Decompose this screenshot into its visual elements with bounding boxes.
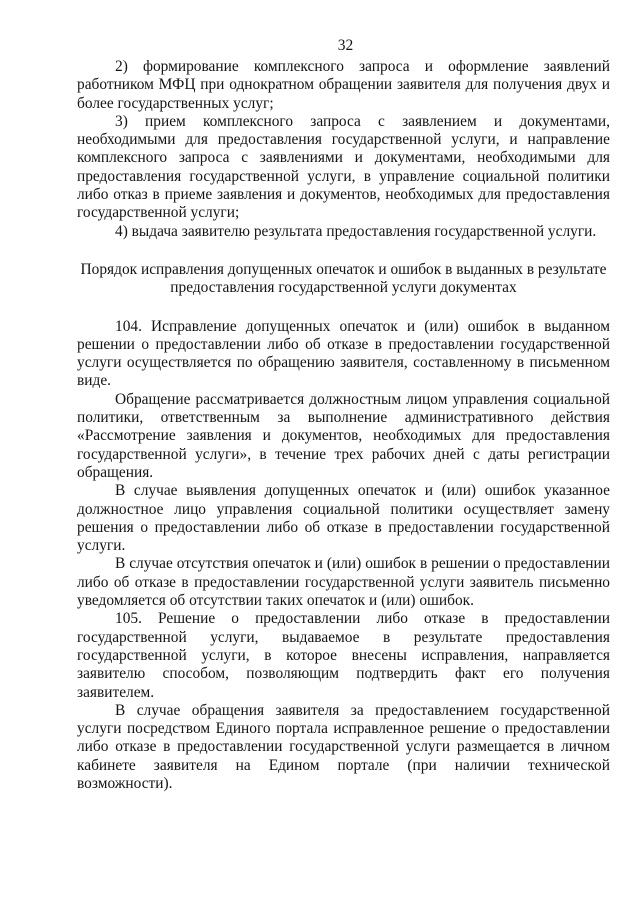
paragraph-notification: В случае отсутствия опечаток и (или) ошибок в решении о предоставлении либо об отказе в предоставлении государственной услуги заявитель письменно уведомляется об отсутствии таких опечаток и (или) ошибок.: [77, 555, 610, 610]
paragraph-105: 105. Решение о предоставлении либо отказе в предоставлении государственной услуги, выдаваемое в результате предоставления государственной услуги, в которое внесены исправления, направляется заявителю способом, позволяющим подтвердить факт его получения заявителем.: [77, 610, 610, 701]
list-item-2: 2) формирование комплексного запроса и оформление заявлений работником МФЦ при однократном обращении заявителя для получения двух и более государственных услуг;: [77, 58, 610, 112]
section-title: Порядок исправления допущенных опечаток и ошибок в выданных в результате предоставления государственной услуги документах: [80, 260, 607, 297]
list-item-4: 4) выдача заявителю результата предоставления государственной услуги.: [115, 222, 597, 240]
paragraph-review: Обращение рассматривается должностным лицом управления социальной политики, ответственным за выполнение административного действия «Рассмотрение заявления и документов, необходимых для предоставления государственной услуги», в течение трех рабочих дней с даты регистрации обращения.: [77, 390, 610, 481]
paragraph-portal: В случае обращения заявителя за предоставлением государственной услуги посредством Единого портала исправленное решение о предоставлении либо отказе в предоставлении государственной услуги размещается в личном кабинете заявителя на Едином портале (при наличии технической возможности).: [77, 701, 610, 792]
paragraph-replacement: В случае выявления допущенных опечаток и (или) ошибок указанное должностное лицо управления социальной политики осуществляет замену решения о предоставлении либо об отказе в предоставлении государственной услуги.: [77, 482, 610, 555]
list-item-3: 3) прием комплексного запроса с заявлением и документами, необходимыми для предоставления государственной услуги, и направление комплексного запроса с заявлениями и документами, необходимыми для предоставления государственной услуги, в управление социальной политики либо отказ в приеме заявления и документов, необходимых для предоставления государственной услуги;: [77, 112, 610, 222]
page-number: 32: [337, 37, 354, 54]
document-page: [77, 36, 610, 793]
paragraph-104: 104. Исправление допущенных опечаток и (или) ошибок в выданном решении о предоставлении либо об отказе в предоставлении государственной услуги осуществляется по обращению заявителя, составленному в письменном виде.: [77, 317, 610, 390]
